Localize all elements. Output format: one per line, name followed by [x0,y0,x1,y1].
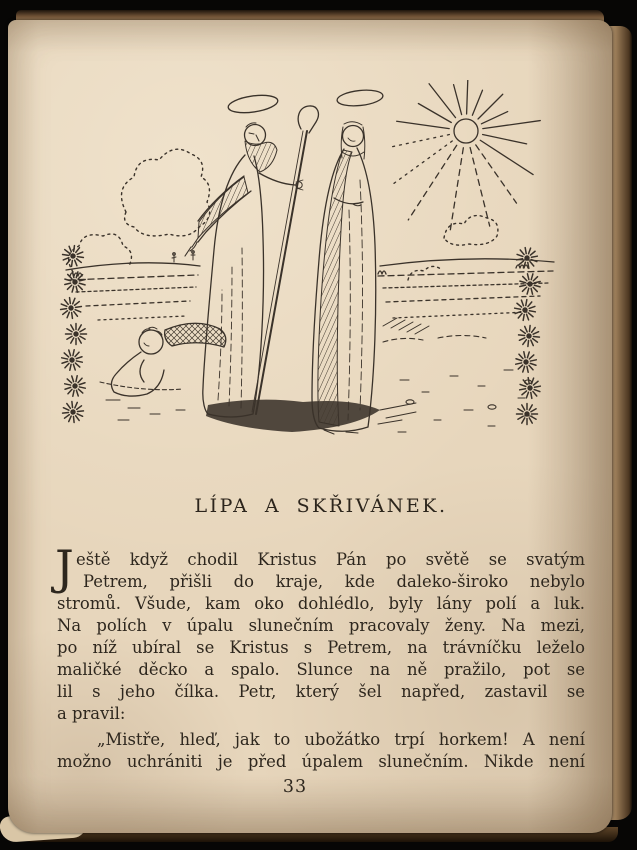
book-page [8,20,612,833]
text-line: po níž ubíral se Kristus s Petrem, na trávníčku leželo [57,638,585,657]
text-line: „Mistře, hleď, jak to ubožátko trpí horkem! A není [97,730,585,749]
paragraph-2 [57,729,585,773]
sun [388,80,541,232]
drop-cap: J [55,541,74,596]
ground-shadow [206,400,416,432]
text-line: maličké děcko a spalo. Slunce na ně pražilo, pot se [57,660,585,679]
text-line: Petrem, přišli do kraje, kde daleko-široko nebylo [83,572,585,591]
daisy-border-right [512,246,544,425]
page-number: 33 [282,777,308,797]
story-title: LÍPA A SKŘIVÁNEK. [194,495,448,517]
text-line: Na polích v úpalu slunečním pracovaly ženy. Na mezi, [57,616,585,635]
text-line: a pravil: [57,704,126,723]
paragraph-1 [55,541,585,725]
illustration [48,80,588,448]
text-line: eště když chodil Kristus Pán po světě se svatým [76,550,585,569]
sleeping-child [111,323,225,396]
text-line: stromů. Všude, kam oko dohlédlo, byly lány polí a luk. [57,594,585,613]
text-line: lil s jeho čílka. Petr, který šel napřed, zastavil se [57,682,585,701]
body-text [55,541,585,773]
field-lines [66,251,554,320]
jesus-figure [312,88,384,434]
text-line: možno uchrániti je před úpalem slunečním. Nikde není [57,752,585,771]
